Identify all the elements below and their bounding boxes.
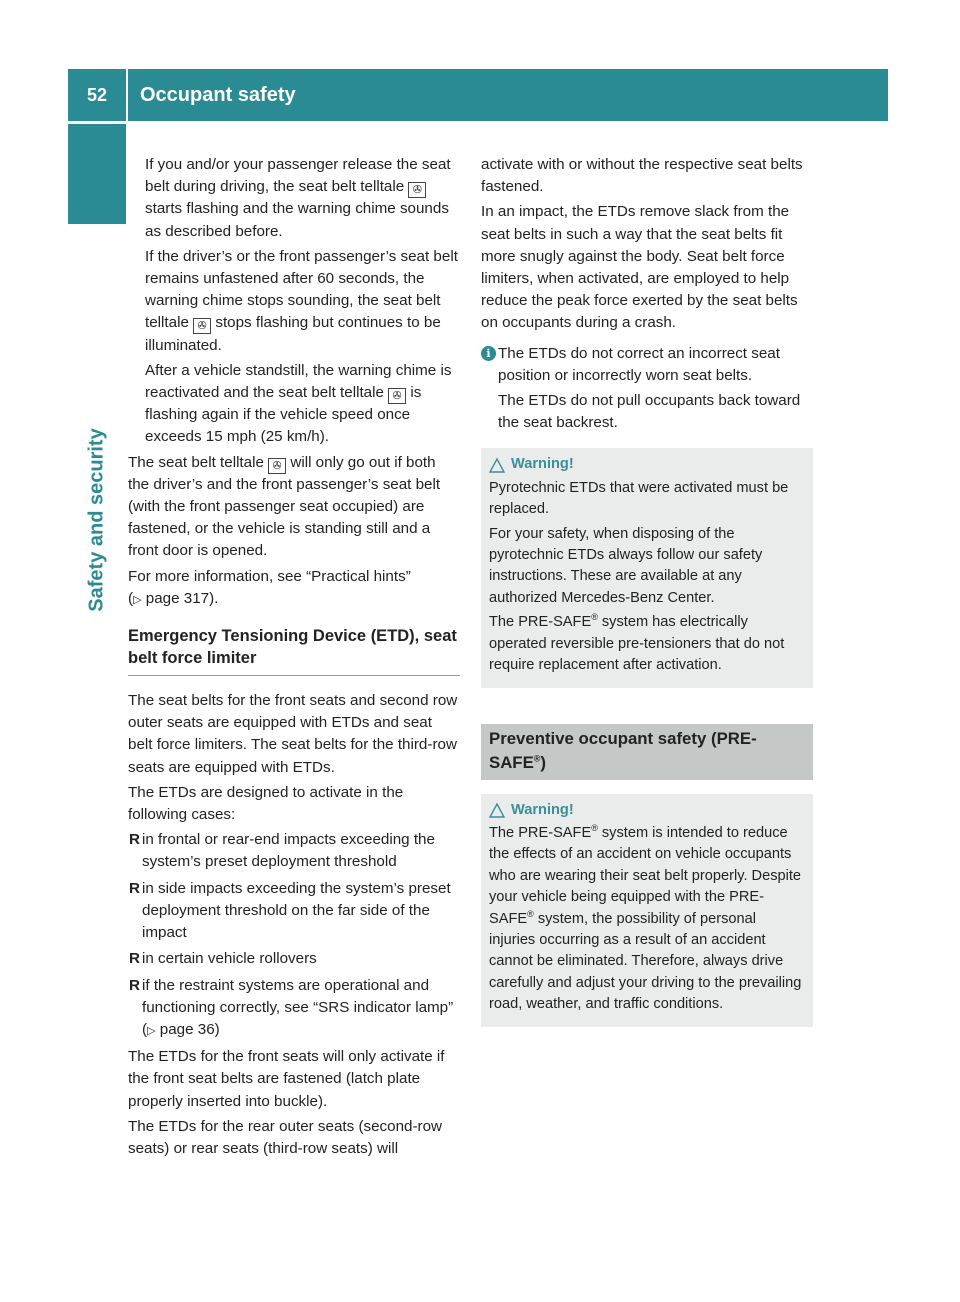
left-column [128,154,460,1163]
seat-belt-telltale-icon: ✇ [193,318,211,334]
warning-title: Warning! [489,800,805,821]
section-heading: Preventive occupant safety (PRE-SAFE®) [481,724,813,780]
paragraph: If you and/or your passenger release the seat belt during driving, the seat belt telltale ✇ starts flashing and the warning chime sounds as described before. [145,156,451,240]
arrow-icon: ▷ [133,593,142,606]
warning-triangle-icon [489,458,505,473]
paragraph: activate with or without the respective seat belts fastened. [481,156,803,196]
info-icon: i [481,346,496,361]
right-column [481,154,813,1027]
warning-text: The PRE-SAFE® system is intended to reduce the effects of an accident on vehicle occupants who are wearing their seat belt properly. Despite your vehicle being equipped with the PRE-SAFE® system, the possibility of personal injuries occurring as a result of an accident cannot be eliminated. Therefore, always drive carefully and adjust your driving to the prevailing road, weather, and traffic conditions. [489,823,802,1013]
page-reference-link[interactable]: page 317). [145,589,219,607]
page-title: Occupant safety [128,69,888,121]
paragraph: The seat belt telltale ✇ will only go out if both the driver’s and the front passenger’s seat belt (with the front passenger seat occupied) are fastened, or the vehicle is standing still and a front door is opened. [128,453,441,560]
page-reference-link[interactable]: page 36) [159,1020,220,1038]
warning-text: Pyrotechnic ETDs that were activated must be replaced. [489,479,789,518]
arrow-icon: ▷ [147,1024,156,1037]
paragraph: The seat belts for the front seats and second row outer seats are equipped with ETDs and seat belt force limiters. The seat belts for the third-row seats are equipped with ETDs. [128,692,458,776]
warning-text: The PRE-SAFE® system has electrically operated reversible pre-tensioners that do not require replacement after activation. [489,612,785,674]
paragraph: After a vehicle standstill, the warning chime is reactivated and the seat belt telltale ✇ is flashing again if the vehicle speed once exceeds 15 mph (25 km/h). [145,361,452,446]
list-item: R in certain vehicle rollovers [128,948,460,970]
side-tab-block [68,124,126,224]
paragraph: If the driver’s or the front passenger’s seat belt remains unfastened after 60 seconds, the warning chime stops sounding, the seat belt telltale ✇ stops flashing but continues to be illuminated. [145,247,458,354]
page-number: 52 [68,69,126,121]
warning-text: For your safety, when disposing of the pyrotechnic ETDs always follow our safety instructions. These are available at any authorized Mercedes-Benz Center. [489,525,763,606]
list-item: R in frontal or rear-end impacts exceeding the system’s preset deployment threshold [129,831,435,871]
seat-belt-telltale-icon: ✇ [408,182,426,198]
section-side-title: Safety and security [85,428,108,612]
paragraph: In an impact, the ETDs remove slack from the seat belts in such a way that the seat belts fit more snugly against the body. Seat belt force limiters, when activated, are employed to help reduce the peak force exerted by the seat belts on occupants during a crash. [481,203,798,332]
info-text: The ETDs do not pull occupants back toward the seat backrest. [498,392,801,432]
paragraph: The ETDs are designed to activate in the following cases: [128,783,404,824]
info-note [481,343,813,435]
warning-title: Warning! [489,454,805,475]
paragraph: For more information, see “Practical hints” (▷ page 317). [128,567,411,607]
warning-triangle-icon [489,803,505,818]
seat-belt-telltale-icon: ✇ [268,458,286,474]
bullet-icon: R [129,976,140,994]
warning-box [481,448,813,687]
section-heading: Emergency Tensioning Device (ETD), seat belt force limiter [128,625,460,676]
info-text: The ETDs do not correct an incorrect seat position or incorrectly worn seat belts. [498,344,780,384]
bullet-icon: R [129,950,140,968]
list-item: R in side impacts exceeding the system’s preset deployment threshold on the far side of the impact [129,879,451,942]
bullet-icon: R [129,831,140,849]
paragraph: The ETDs for the front seats will only activate if the front seat belts are fastened (latch plate properly inserted into buckle). [128,1048,445,1110]
list-item: R if the restraint systems are operational and functioning correctly, see “SRS indicator lamp” (▷ page 36) [129,976,454,1038]
warning-box [481,794,813,1027]
bullet-icon: R [129,879,140,897]
seat-belt-telltale-icon: ✇ [388,388,406,404]
paragraph: The ETDs for the rear outer seats (second-row seats) or rear seats (third-row seats) will [128,1117,442,1157]
